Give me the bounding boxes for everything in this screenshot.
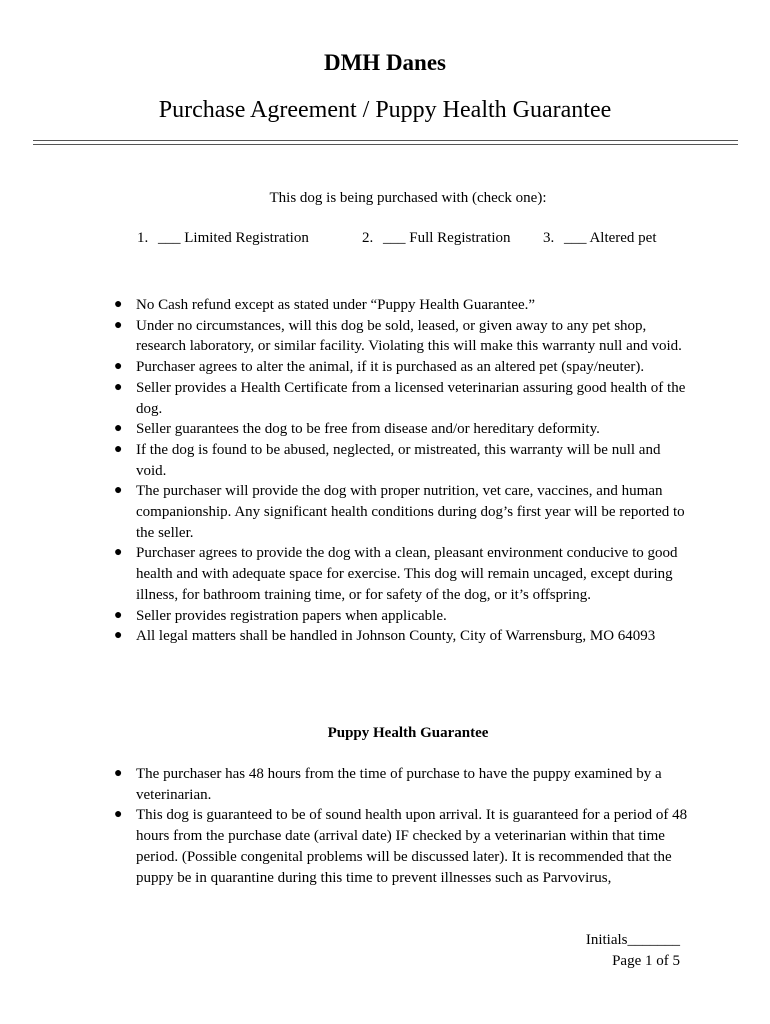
registration-intro: This dog is being purchased with (check one): (269, 190, 547, 206)
bullet-icon: ● (114, 628, 123, 644)
term-text: If the dog is found to be abused, neglected, or mistreated, this warranty will be null and void. (136, 441, 661, 479)
list-item (0, 626, 691, 647)
list-item (0, 378, 691, 419)
list-item (0, 316, 691, 357)
page-number: Page 1 of 5 (612, 953, 680, 969)
bullet-icon: ● (114, 441, 123, 457)
option-number: 3. (543, 230, 555, 246)
option-number: 1. (137, 230, 149, 246)
list-item (0, 357, 691, 378)
bullet-icon: ● (114, 421, 123, 437)
guarantee-text: The purchaser has 48 hours from the time of purchase to have the puppy examined by a veterinarian. (136, 766, 662, 803)
term-text: Under no circumstances, will this dog be sold, leased, or given away to any pet shop, research laboratory, or similar facility. Violating this will make this warranty null and void. (136, 317, 682, 355)
header-divider-top (33, 140, 738, 141)
term-text: Purchaser agrees to provide the dog with a clean, pleasant environment conducive to good health and with adequate space for exercise. This dog will remain uncaged, except during illness, for bathroom training time, or for safety of the dog, or it’s offspring. (136, 545, 678, 603)
header-divider-bottom (33, 144, 738, 145)
bullet-icon: ● (114, 379, 123, 395)
bullet-icon: ● (114, 607, 123, 623)
initials-field: Initials_______ (585, 932, 680, 948)
guarantee-list (0, 764, 691, 888)
option-blank: ___ (383, 230, 406, 246)
registration-option-limited (137, 228, 309, 248)
section-heading-guarantee: Puppy Health Guarantee (327, 725, 489, 741)
bullet-icon: ● (114, 766, 123, 781)
list-item (0, 419, 691, 440)
term-text: No Cash refund except as stated under “Puppy Health Guarantee.” (136, 297, 536, 313)
list-item (0, 805, 691, 888)
option-blank: ___ (158, 230, 181, 246)
term-text: The purchaser will provide the dog with proper nutrition, vet care, vaccines, and human companionship. Any significant health conditions during dog’s first year will be reported to the seller. (136, 483, 685, 541)
list-item (0, 764, 691, 805)
terms-list (0, 295, 691, 647)
option-label: Altered pet (589, 230, 657, 246)
option-blank: ___ (564, 230, 587, 246)
registration-option-full (362, 228, 511, 248)
list-item (0, 606, 691, 627)
term-text: Purchaser agrees to alter the animal, if it is purchased as an altered pet (spay/neuter). (136, 359, 645, 376)
option-label: Full Registration (409, 230, 511, 246)
list-item (0, 481, 691, 543)
list-item (0, 295, 691, 316)
term-text: Seller provides registration papers when applicable. (136, 607, 447, 624)
bullet-icon: ● (114, 317, 123, 333)
bullet-icon: ● (114, 807, 123, 823)
document-title: DMH Danes (323, 50, 447, 75)
registration-option-altered (543, 228, 657, 248)
term-text: All legal matters shall be handled in Johnson County, City of Warrensburg, MO 64093 (136, 628, 656, 645)
bullet-icon: ● (114, 483, 123, 499)
document-subtitle: Purchase Agreement / Puppy Health Guarantee (158, 97, 612, 123)
term-text: Seller provides a Health Certificate from a licensed veterinarian assuring good health of the dog. (136, 379, 686, 417)
list-item (0, 440, 691, 481)
term-text: Seller guarantees the dog to be free from disease and/or hereditary deformity. (136, 421, 600, 438)
bullet-icon: ● (114, 297, 123, 312)
guarantee-text: This dog is guaranteed to be of sound health upon arrival. It is guaranteed for a period of 48 hours from the purchase date (arrival date) IF checked by a veterinarian within that time period. (Possible congenital problems will be discussed later). It is recommended that the puppy be in quarantine during this time to prevent illnesses such as Parvovirus, (136, 807, 688, 886)
list-item (0, 543, 691, 605)
bullet-icon: ● (114, 545, 123, 561)
bullet-icon: ● (114, 359, 123, 375)
option-label: Limited Registration (184, 230, 309, 246)
option-number: 2. (362, 230, 374, 246)
